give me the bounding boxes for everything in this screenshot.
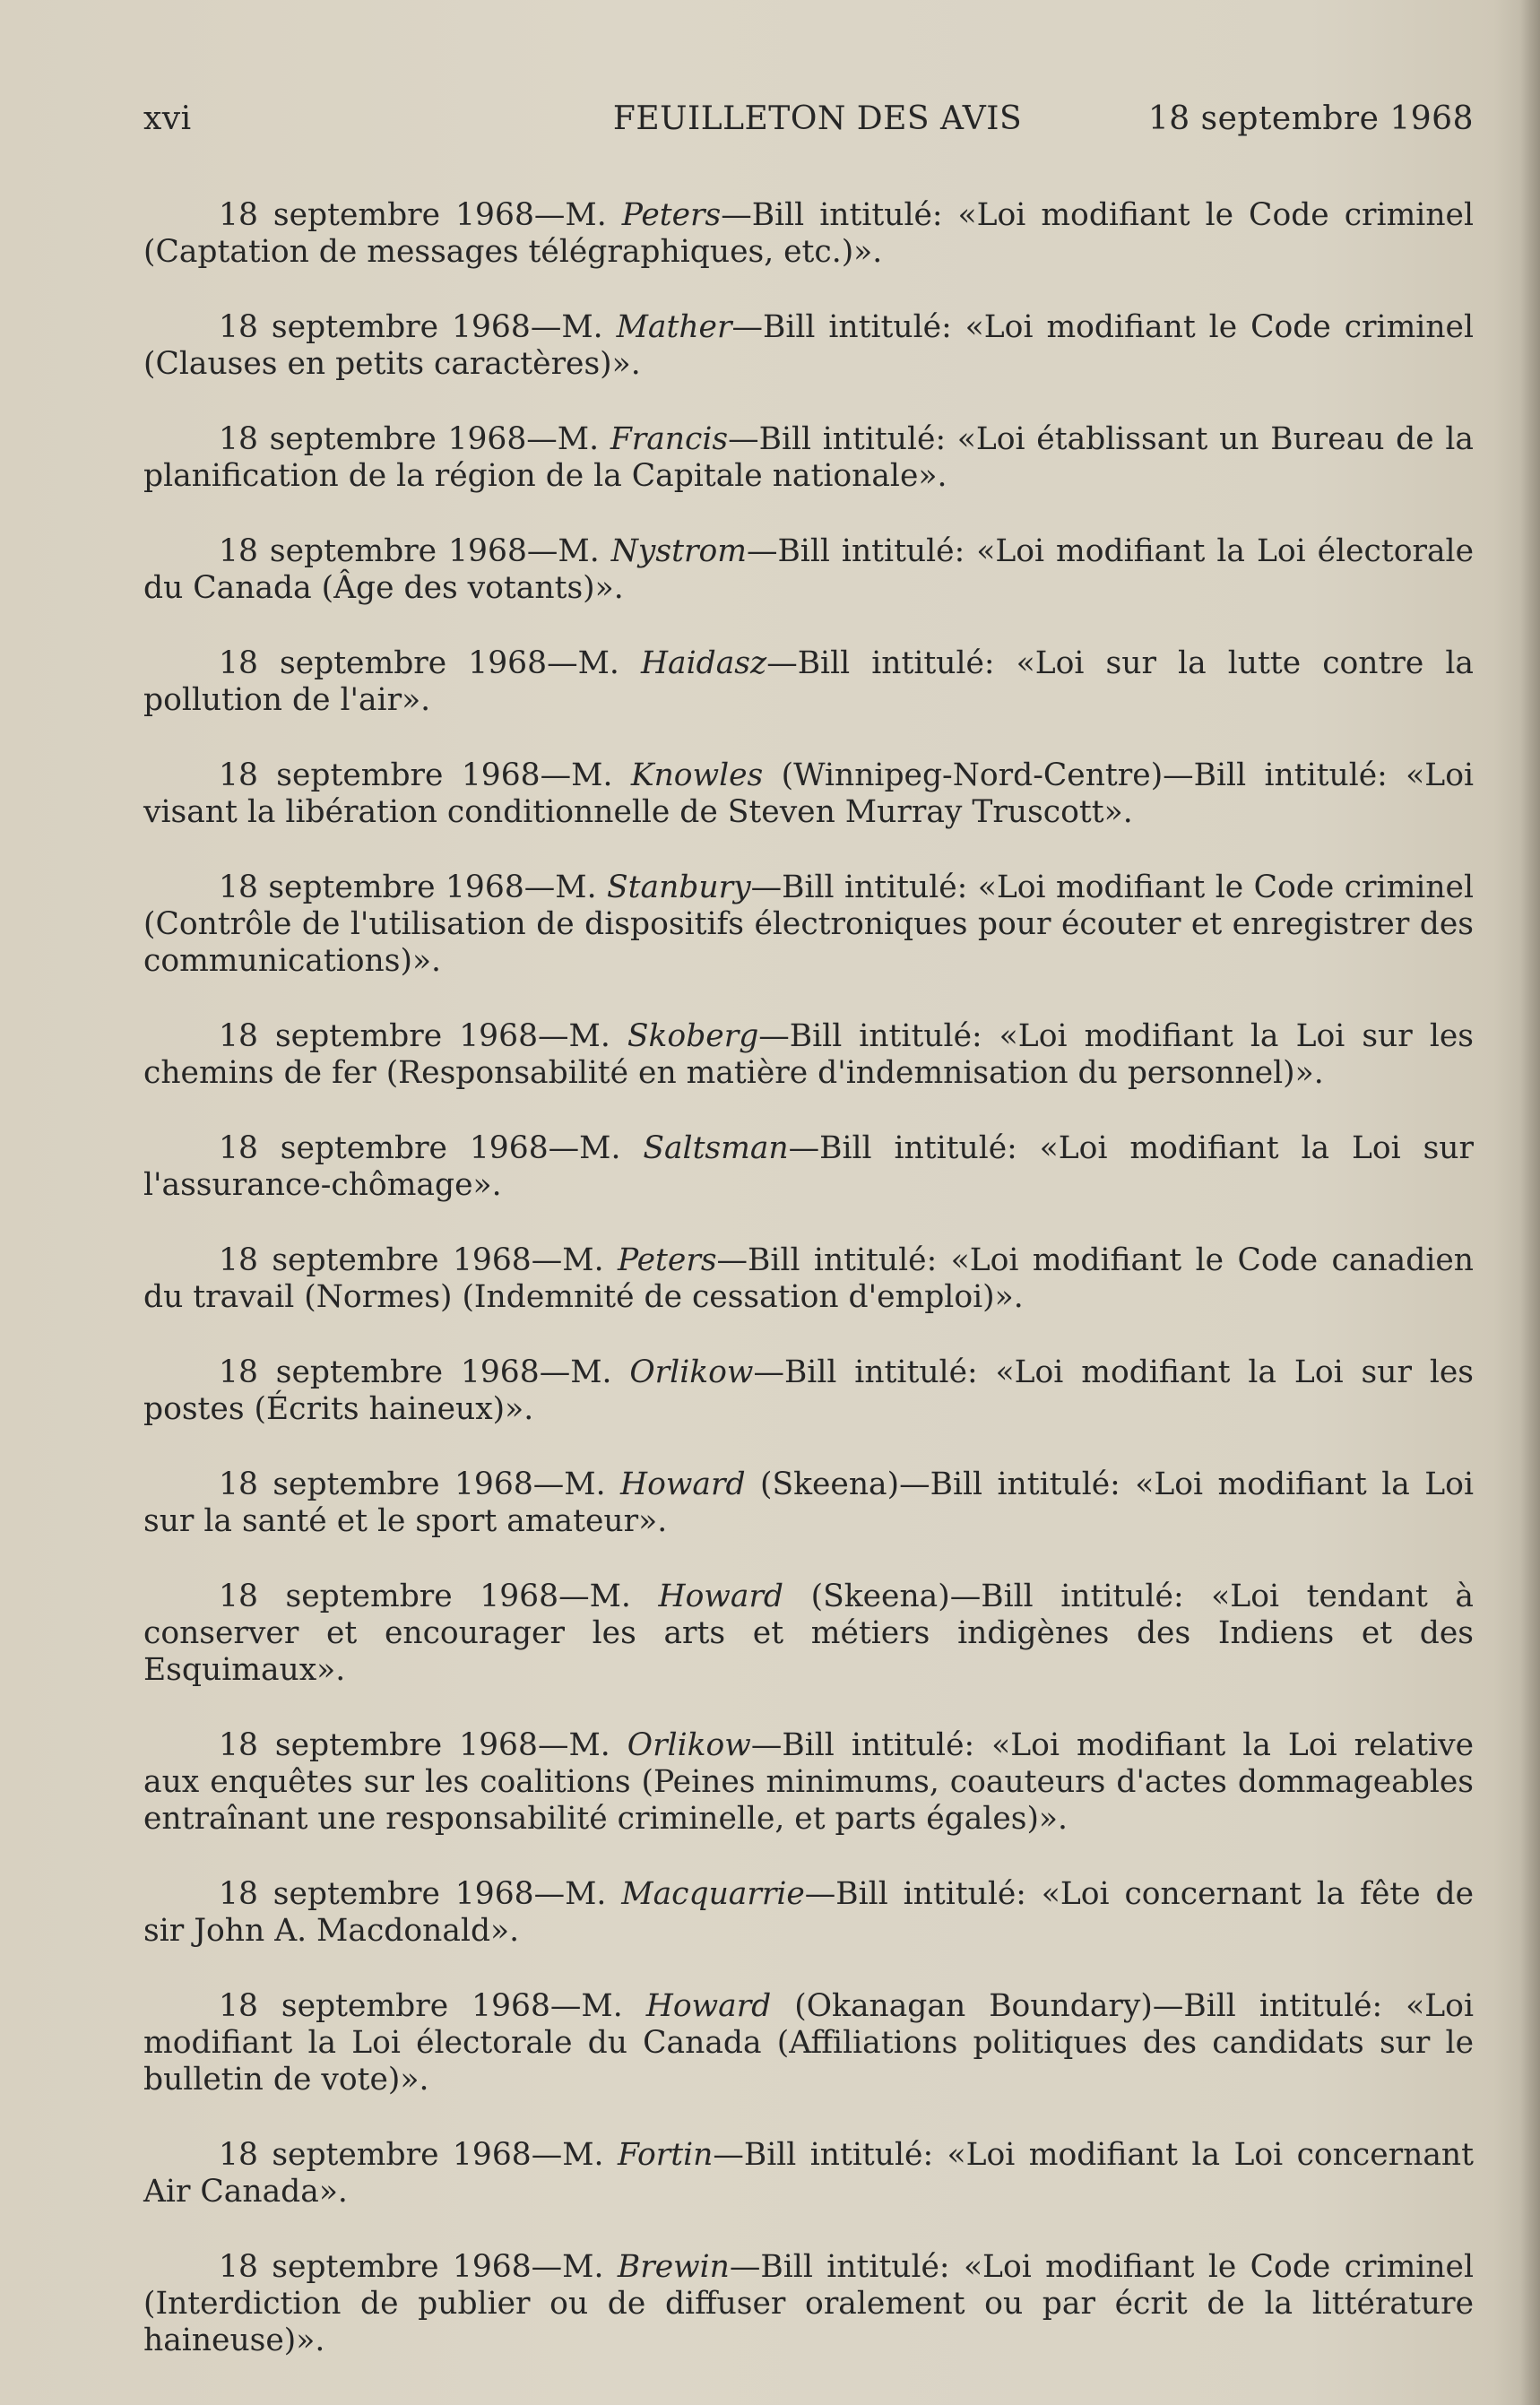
entry-date: 18 septembre 1968—M. (219, 2249, 618, 2285)
entry-date: 18 septembre 1968—M. (219, 2137, 618, 2173)
entry-date: 18 septembre 1968—M. (219, 757, 631, 793)
entry-text: —Bill intitulé: «Loi tendant à conserver et encourager les arts et métiers indigènes des Indiens et des Esquimaux». (143, 1579, 1474, 1688)
entry-member: Howard (620, 1466, 746, 1502)
entry-text: —Bill intitulé: «Loi modifiant la Loi sur les chemins de fer (Responsabilité en matière d'indemnisation du personnel)». (143, 1018, 1474, 1091)
entry-text: —Bill intitulé: «Loi établissant un Bureau de la planification de la région de la Capitale nationale». (143, 421, 1474, 494)
entry-date: 18 septembre 1968—M. (219, 645, 641, 681)
entry-date: 18 septembre 1968—M. (219, 1354, 630, 1390)
entry-date: 18 septembre 1968—M. (219, 1242, 618, 1278)
entry-member: Orlikow (629, 1354, 754, 1390)
page-edge-shadow (1520, 0, 1540, 2405)
notice-entry (143, 1876, 1474, 1950)
entry-text: —Bill intitulé: «Loi concernant la fête de sir John A. Macdonald». (143, 1876, 1475, 1949)
entry-text: —Bill intitulé: «Loi modifiant le Code criminel (Captation de messages télégraphiques, etc.)». (143, 197, 1474, 270)
entry-text: —Bill intitulé: «Loi modifiant la Loi électorale du Canada (Âge des votants)». (143, 533, 1474, 606)
notice-entry (143, 757, 1474, 831)
entry-text: —Bill intitulé: «Loi visant la libération conditionnelle de Steven Murray Truscott». (143, 757, 1474, 830)
entry-text: —Bill intitulé: «Loi modifiant la Loi sur les postes (Écrits haineux)». (143, 1354, 1474, 1427)
entry-date: 18 septembre 1968—M. (219, 1876, 622, 1912)
entry-text: —Bill intitulé: «Loi modifiant la Loi concernant Air Canada». (143, 2137, 1474, 2210)
entry-member: Macquarrie (621, 1876, 805, 1912)
entry-text: —Bill intitulé: «Loi modifiant le Code criminel (Interdiction de publier ou de diffuser oralement ou par écrit de la littérature haineuse)». (143, 2249, 1474, 2358)
entry-constituency: (Skeena) (783, 1579, 950, 1614)
entry-text: —Bill intitulé: «Loi modifiant le Code criminel (Contrôle de l'utilisation de dispositifs électroniques pour écouter et enregistrer des communications)». (143, 869, 1474, 979)
notice-entry (143, 1242, 1474, 1316)
entry-member: Francis (610, 421, 729, 457)
notice-entry (143, 309, 1474, 383)
notice-entry (143, 1466, 1474, 1540)
entry-date: 18 septembre 1968—M. (219, 1130, 644, 1166)
page-title: FEUILLETON DES AVIS (612, 100, 1023, 137)
entry-member: Stanbury (607, 869, 751, 905)
entry-constituency: (Okanagan Boundary) (771, 1988, 1153, 2024)
entry-text: —Bill intitulé: «Loi modifiant la Loi sur l'assurance-chômage». (143, 1130, 1474, 1203)
entry-date: 18 septembre 1968—M. (219, 1579, 659, 1614)
notice-entry (143, 869, 1474, 980)
notice-entry (143, 533, 1474, 607)
entry-constituency: (Skeena) (745, 1466, 900, 1502)
entry-text: —Bill intitulé: «Loi modifiant la Loi électorale du Canada (Affiliations politiques des candidats sur le bulletin de vote)». (143, 1988, 1474, 2098)
notice-entry (143, 1130, 1474, 1204)
notice-entry (143, 1988, 1474, 2098)
notice-list (143, 197, 1474, 2398)
entry-text: —Bill intitulé: «Loi modifiant la Loi sur la santé et le sport amateur». (143, 1466, 1474, 1539)
entry-member: Skoberg (627, 1018, 759, 1054)
entry-member: Orlikow (627, 1727, 751, 1763)
notice-entry (143, 1727, 1474, 1838)
entry-member: Mather (616, 309, 732, 345)
notice-entry (143, 1579, 1474, 1689)
entry-member: Brewin (617, 2249, 730, 2285)
entry-text: —Bill intitulé: «Loi modifiant le Code canadien du travail (Normes) (Indemnité de cessation d'emploi)». (143, 1242, 1474, 1315)
header-date: 18 septembre 1968 (1147, 100, 1474, 137)
notice-entry (143, 1018, 1474, 1092)
notice-entry (143, 1354, 1474, 1428)
entry-member: Knowles (630, 757, 764, 793)
entry-member: Peters (621, 197, 722, 233)
entry-date: 18 septembre 1968—M. (219, 1466, 621, 1502)
entry-member: Peters (617, 1242, 717, 1278)
entry-member: Nystrom (610, 533, 747, 569)
entry-text: —Bill intitulé: «Loi sur la lutte contre la pollution de l'air». (143, 645, 1474, 718)
notice-entry (143, 2137, 1474, 2210)
notice-entry (143, 197, 1474, 271)
entry-date: 18 septembre 1968—M. (219, 197, 622, 233)
entry-date: 18 septembre 1968—M. (219, 533, 611, 569)
entry-text: —Bill intitulé: «Loi modifiant le Code criminel (Clauses en petits caractères)». (143, 309, 1474, 382)
entry-constituency: (Winnipeg-Nord-Centre) (763, 757, 1164, 793)
entry-date: 18 septembre 1968—M. (219, 1727, 627, 1763)
entry-date: 18 septembre 1968—M. (219, 869, 608, 905)
entry-member: Fortin (617, 2137, 714, 2173)
notice-entry (143, 421, 1474, 495)
entry-date: 18 septembre 1968—M. (219, 309, 617, 345)
notice-entry (143, 645, 1474, 719)
entry-member: Howard (645, 1988, 772, 2024)
entry-member: Saltsman (643, 1130, 789, 1166)
entry-member: Haidasz (640, 645, 767, 681)
entry-text: —Bill intitulé: «Loi modifiant la Loi relative aux enquêtes sur les coalitions (Peines minimums, coauteurs d'actes dommageables entraînant une responsabilité criminelle, et parts égales)». (143, 1727, 1474, 1837)
notice-entry (143, 2249, 1474, 2359)
entry-date: 18 septembre 1968—M. (219, 421, 610, 457)
page-number: xvi (143, 100, 192, 137)
page-header (143, 100, 1474, 145)
entry-date: 18 septembre 1968—M. (219, 1018, 627, 1054)
entry-member: Howard (658, 1579, 784, 1614)
entry-date: 18 septembre 1968—M. (219, 1988, 646, 2024)
